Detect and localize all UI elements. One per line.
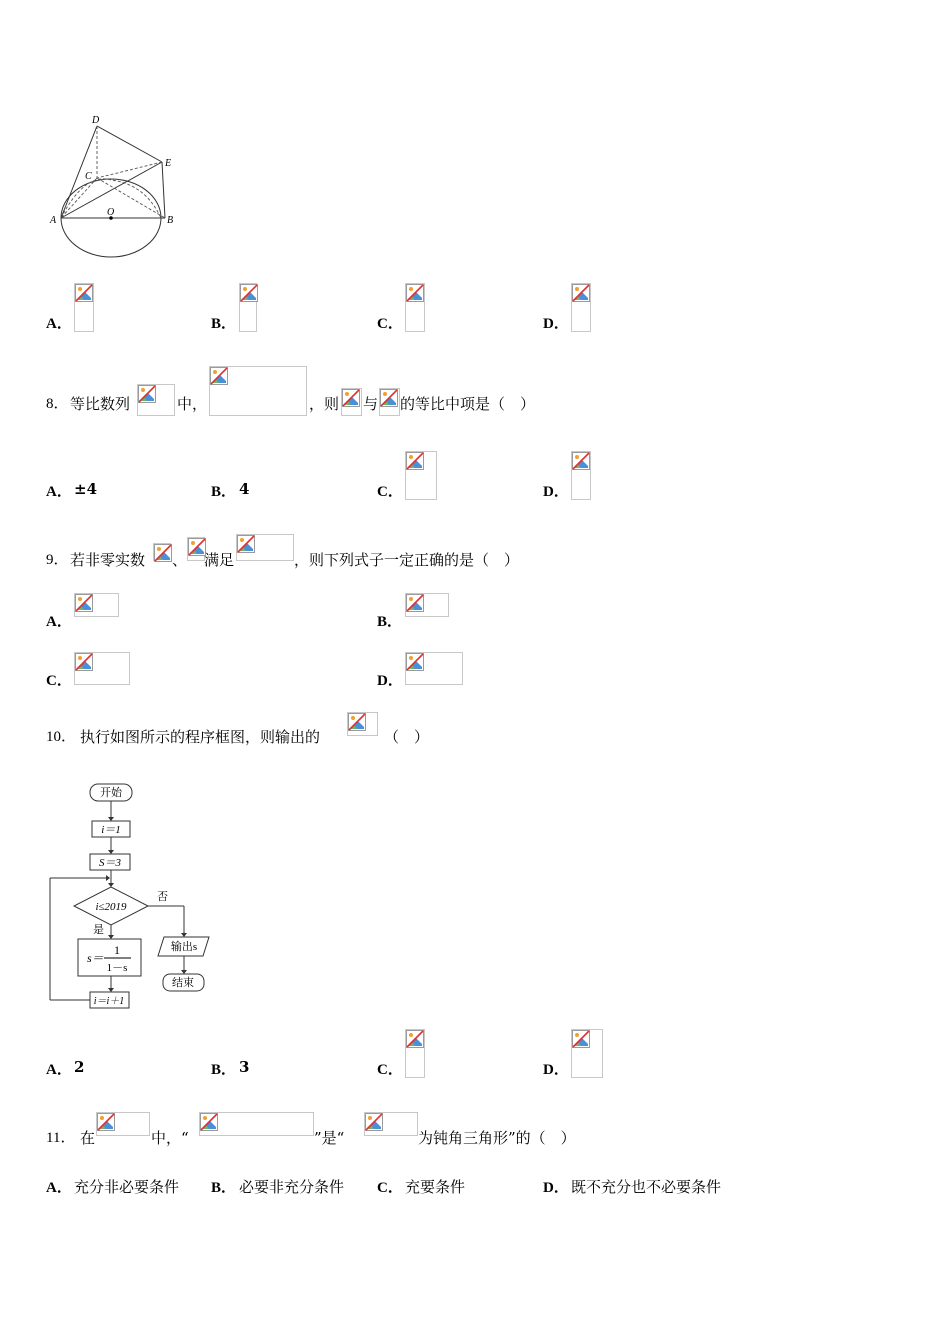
flow-init-i: i＝1 [101,824,121,836]
broken-image-icon [406,452,424,470]
q11-formula-image-2 [199,1112,314,1136]
q7-option-d-image [571,283,591,332]
broken-image-icon [572,452,590,470]
q10-number: 10． [46,729,77,745]
q9-option-d-label: D． [377,673,403,689]
q9-option-a-image [74,593,119,617]
q10-text-1: 执行如图所示的程序框图，则输出的 [80,728,321,746]
q11-option-a-label: A． [46,1180,72,1196]
geometry-figure [45,110,185,260]
broken-image-icon [406,284,424,302]
q9-number: 9． [46,552,69,568]
broken-image-icon [348,713,366,731]
broken-image-icon [200,1113,218,1131]
q9-option-c-image [74,652,130,685]
label-A: A [50,215,57,226]
q10-option-d-label: D． [543,1062,569,1078]
broken-image-icon [342,389,360,407]
label-O: O [107,207,115,218]
q10-option-a-text: 2 [74,1058,85,1076]
q9-formula-image-2 [187,537,205,561]
q11-option-b-text: 必要非充分条件 [239,1178,345,1196]
broken-image-icon [380,389,398,407]
broken-image-icon [406,594,424,612]
q10-option-d-image [571,1029,603,1078]
q11-option-d-label: D． [543,1180,569,1196]
flow-init-s: S＝3 [99,857,121,869]
q8-option-b-label: B． [211,484,237,500]
q7-option-c-label: C． [377,316,403,332]
q8-option-c-label: C． [377,484,403,500]
label-D: D [92,115,100,126]
label-E: E [165,158,172,169]
broken-image-icon [97,1113,115,1131]
q8-text-3: ，则 [309,395,340,413]
q11-option-a-text: 充分非必要条件 [74,1178,180,1196]
q11-number: 11． [46,1130,76,1146]
broken-image-icon [75,594,93,612]
q10-formula-image [347,712,378,736]
q10-option-a-label: A． [46,1062,72,1078]
q8-text-1: 等比数列 [70,395,131,413]
flow-frac-num: 1 [114,943,120,957]
q11-option-d-text: 既不充分也不必要条件 [571,1178,722,1196]
q8-option-a-label: A． [46,484,72,500]
flow-condition: i≤2019 [95,901,127,913]
broken-image-icon [75,284,93,302]
broken-image-icon [406,653,424,671]
q10-option-c-image [405,1029,425,1078]
label-C: C [85,171,92,182]
q7-option-b-label: B． [211,316,237,332]
q7-option-a-label: A． [46,316,72,332]
q8-option-a-text: ±4 [74,480,98,498]
q7-option-c-image [405,283,425,332]
q11-formula-image-1 [96,1112,150,1136]
flow-increment: i＝i＋1 [93,996,125,1007]
q9-option-c-label: C． [46,673,72,689]
q8-formula-image-4 [379,388,400,416]
broken-image-icon [210,367,228,385]
q9-option-b-label: B． [377,614,403,630]
q8-formula-image-1 [137,384,175,416]
q11-formula-image-3 [364,1112,418,1136]
q8-option-d-image [571,451,591,500]
q8-formula-image-2 [209,366,307,416]
q8-text-4: 与 [363,395,379,413]
q9-text-2: 、 [172,551,188,569]
q9-text-4: ，则下列式子一定正确的是（ ） [294,551,520,569]
q11-text-3: ”是“ [314,1129,345,1147]
q7-option-a-image [74,283,94,332]
q10-option-b-text: 3 [239,1058,250,1076]
q7-option-b-image [239,283,257,332]
q9-option-b-image [405,593,449,617]
q9-option-a-label: A． [46,614,72,630]
q8-text-5: 的等比中项是（ ） [400,395,536,413]
flowchart-figure [45,780,220,1015]
q10-option-b-label: B． [211,1062,237,1078]
flow-output: 输出s [170,941,198,953]
q10-option-c-label: C． [377,1062,403,1078]
q9-formula-image-1 [153,543,171,561]
flow-yes-label: 是 [93,924,104,936]
flow-start: 开始 [100,787,122,799]
q8-option-c-image [405,451,437,500]
broken-image-icon [365,1113,383,1131]
q8-option-d-label: D． [543,484,569,500]
q10-text-2: （ ） [384,728,430,746]
broken-image-icon [406,1030,424,1048]
broken-image-icon [572,284,590,302]
q9-formula-image-3 [236,534,294,561]
broken-image-icon [572,1030,590,1048]
q8-number: 8． [46,396,69,412]
broken-image-icon [154,544,172,562]
q11-option-b-label: B． [211,1180,237,1196]
broken-image-icon [240,284,258,302]
q11-text-4: 为钝角三角形”的（ ） [418,1129,576,1147]
q11-text-1: 在 [80,1129,96,1147]
broken-image-icon [75,653,93,671]
broken-image-icon [237,535,255,553]
q8-text-2: 中， [177,395,208,413]
flow-end: 结束 [172,977,194,989]
flow-assign: s＝ [87,951,104,965]
q11-option-c-label: C． [377,1180,403,1196]
q9-text-1: 若非零实数 [70,551,146,569]
label-B: B [167,215,174,226]
q9-option-d-image [405,652,463,685]
q11-text-2: 中，“ [151,1129,189,1147]
flow-frac-den: 1－s [106,962,128,974]
q8-formula-image-3 [341,388,362,416]
broken-image-icon [138,385,156,403]
flow-no-label: 否 [157,891,168,903]
q7-option-d-label: D． [543,316,569,332]
q11-option-c-text: 充要条件 [405,1178,466,1196]
q9-text-3: 满足 [204,551,235,569]
q8-option-b-text: 4 [239,480,250,498]
